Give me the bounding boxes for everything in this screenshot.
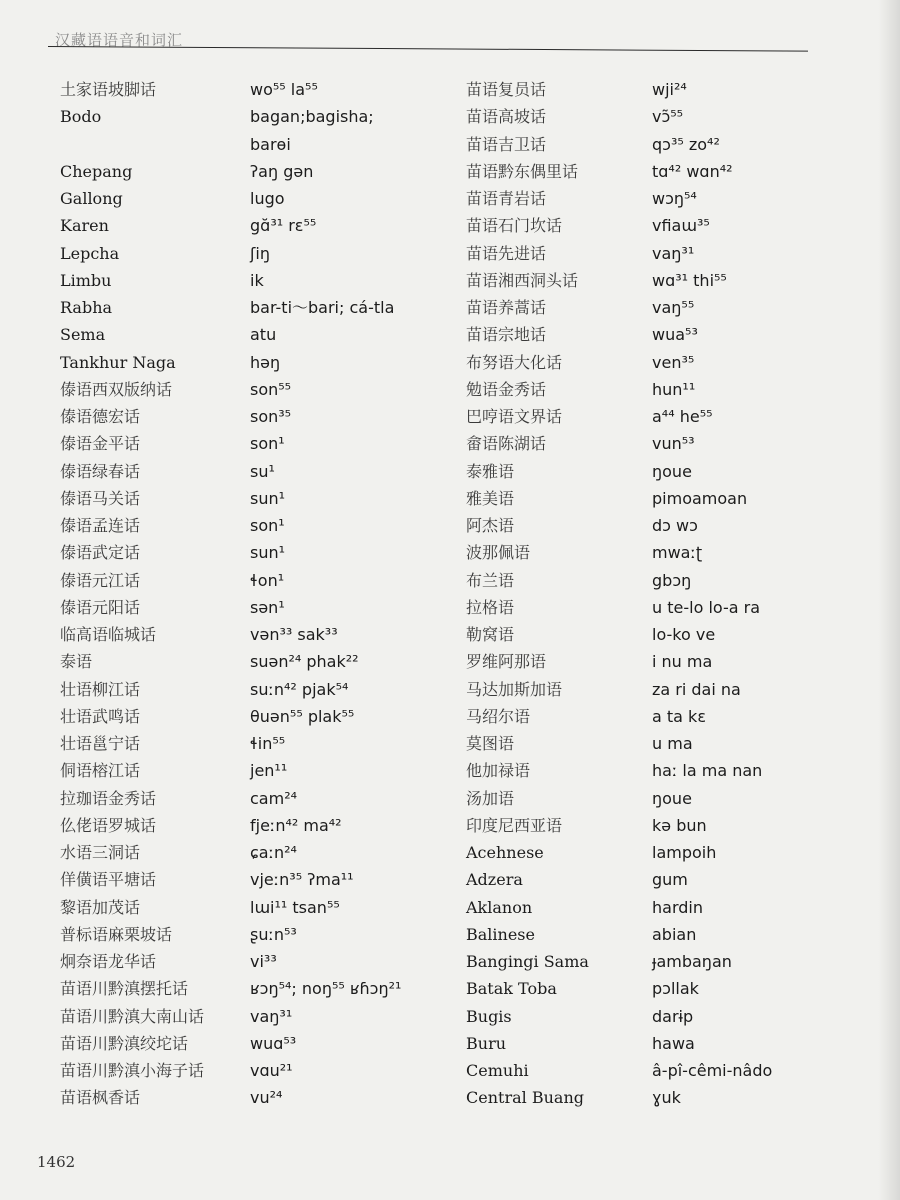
left-word-form: wuɑ⁵³: [250, 1033, 297, 1053]
right-word-form: i nu ma: [652, 652, 713, 672]
right-language-name: Bangingi Sama: [466, 952, 589, 971]
left-word-form: ɕaːn²⁴: [250, 843, 297, 862]
right-word-form: abian: [652, 924, 697, 944]
page-edge-shadow: [878, 0, 900, 1200]
right-language-name: 畲语陈湖话: [466, 434, 547, 454]
left-word-form: ʂuːn⁵³: [250, 924, 297, 944]
right-language-name: Aklanon: [466, 897, 533, 917]
left-form-column: [250, 76, 401, 1112]
right-language-name: Balinese: [466, 924, 535, 944]
left-language-name: [60, 131, 204, 158]
left-word-form: vaŋ³¹: [250, 1006, 293, 1026]
left-language-name: 泰语: [60, 652, 93, 672]
right-word-form: vun⁵³: [652, 434, 695, 454]
left-language-name: 壮语武鸣话: [60, 706, 141, 726]
left-word-form: son¹: [250, 434, 285, 454]
left-language-name: 傣语马关话: [60, 488, 141, 508]
left-word-form: θuən⁵⁵ plak⁵⁵: [250, 706, 355, 726]
left-word-form: son¹: [250, 516, 285, 535]
right-language-name: Batak Toba: [466, 979, 557, 999]
left-word-form: ʃiŋ: [250, 243, 270, 263]
left-word-form: sun¹: [250, 543, 286, 563]
right-word-form: wɑ³¹ thi⁵⁵: [652, 270, 727, 290]
page-number: 1462: [37, 1153, 76, 1171]
left-language-name: 黎语加茂话: [60, 897, 141, 917]
right-language-name: 苗语吉卫话: [466, 134, 547, 154]
left-word-form: su¹: [250, 461, 275, 481]
running-title: 汉藏语语音和词汇: [55, 31, 184, 49]
right-language-name: Acehnese: [466, 843, 544, 862]
right-word-form: hardin: [652, 897, 703, 917]
right-word-form: u ma: [652, 734, 693, 753]
left-word-form: atu: [250, 325, 277, 345]
right-word-form: a⁴⁴ he⁵⁵: [652, 407, 713, 426]
left-word-form: fjeːn⁴² ma⁴²: [250, 815, 342, 835]
right-word-form: vaŋ⁵⁵: [652, 298, 695, 317]
left-language-name: Tankhur Naga: [60, 352, 176, 372]
right-language-name: 苗语黔东偶里话: [466, 161, 579, 181]
right-word-form: a ta kɛ: [652, 706, 706, 726]
right-word-form: gbɔŋ: [652, 570, 692, 590]
right-language-column: [466, 76, 589, 1112]
right-word-form: lampoih: [652, 843, 717, 862]
left-language-name: Karen: [60, 216, 109, 236]
right-form-column: [652, 76, 772, 1112]
right-language-name: 苗语宗地话: [466, 325, 547, 345]
left-language-name: 土家语坡脚话: [60, 80, 157, 99]
left-language-name: 傣语绿春话: [60, 461, 141, 481]
right-word-form: gum: [652, 870, 688, 890]
right-word-form: â-pî-cêmi-nâdo: [652, 1061, 773, 1080]
right-language-name: 泰雅语: [466, 461, 515, 481]
left-word-form: wo⁵⁵ la⁵⁵: [250, 80, 318, 99]
left-language-name: Bodo: [60, 107, 102, 127]
right-word-form: u te-lo lo-a ra: [652, 597, 761, 617]
right-word-form: pɔllak: [652, 979, 699, 999]
left-language-name: 仫佬语罗城话: [60, 815, 157, 835]
left-word-form: son³⁵: [250, 407, 292, 426]
right-word-form: vɔ̃⁵⁵: [652, 107, 684, 127]
right-word-form: tɑ⁴² wɑn⁴²: [652, 161, 733, 181]
right-language-name: 雅美语: [466, 488, 515, 508]
left-language-name: 佯僙语平塘话: [60, 870, 157, 890]
left-language-column: [60, 76, 204, 1112]
left-word-form: ɬin⁵⁵: [250, 734, 286, 753]
right-language-name: Cemuhi: [466, 1061, 529, 1080]
right-language-name: 汤加语: [466, 788, 515, 808]
right-language-name: 苗语先进话: [466, 243, 547, 263]
right-language-name: 布努语大化话: [466, 352, 563, 372]
right-language-name: 苗语青岩话: [466, 189, 547, 208]
left-language-name: 傣语元阳话: [60, 597, 141, 617]
left-word-form: jen¹¹: [250, 761, 288, 781]
left-language-name: 拉珈语金秀话: [60, 788, 157, 808]
right-language-name: 他加禄语: [466, 761, 531, 781]
right-language-name: 勉语金秀话: [466, 379, 547, 399]
right-word-form: kə bun: [652, 815, 707, 835]
left-word-form: suən²⁴ phak²²: [250, 652, 359, 672]
left-word-form: sun¹: [250, 488, 286, 508]
left-word-form: həŋ: [250, 352, 281, 372]
right-language-name: 苗语复员话: [466, 80, 547, 99]
left-language-name: 傣语武定话: [60, 543, 141, 563]
right-language-name: 苗语石门坎话: [466, 216, 563, 236]
left-word-form: lɯi¹¹ tsan⁵⁵: [250, 897, 340, 917]
left-language-name: 傣语金平话: [60, 434, 141, 454]
left-word-form: ʔaŋ gən: [250, 161, 314, 181]
right-language-name: 印度尼西亚语: [466, 815, 563, 835]
right-language-name: 布兰语: [466, 570, 515, 590]
left-language-name: 炯奈语龙华话: [60, 952, 157, 971]
right-language-name: 苗语高坡话: [466, 107, 547, 127]
left-language-name: 侗语榕江话: [60, 761, 141, 781]
right-word-form: wɔŋ⁵⁴: [652, 189, 697, 208]
right-word-form: ŋoue: [652, 461, 692, 481]
right-word-form: ɟambaŋan: [652, 952, 732, 971]
right-language-name: 罗维阿那语: [466, 652, 547, 672]
right-language-name: 苗语湘西洞头话: [466, 270, 579, 290]
left-language-name: 苗语川黔滇大南山话: [60, 1006, 205, 1026]
right-language-name: 波那佩语: [466, 543, 531, 563]
left-language-name: Limbu: [60, 270, 112, 290]
left-language-name: Gallong: [60, 189, 123, 208]
right-language-name: 巴哼语文界话: [466, 407, 563, 426]
left-word-form: vu²⁴: [250, 1088, 283, 1108]
left-language-name: 水语三洞话: [60, 843, 141, 862]
left-language-name: Chepang: [60, 161, 133, 181]
left-language-name: Lepcha: [60, 243, 120, 263]
right-word-form: mwaːʈ: [652, 543, 703, 563]
left-language-name: Sema: [60, 325, 106, 345]
left-language-name: 壮语邕宁话: [60, 734, 141, 753]
left-word-form: vjeːn³⁵ ʔma¹¹: [250, 870, 354, 890]
right-word-form: hawa: [652, 1033, 695, 1053]
left-language-name: 苗语川黔滇小海子话: [60, 1061, 205, 1080]
left-language-name: 苗语川黔滇绞坨话: [60, 1033, 189, 1053]
right-language-name: 拉格语: [466, 597, 515, 617]
left-word-form: suːn⁴² pjak⁵⁴: [250, 679, 349, 699]
right-word-form: ŋoue: [652, 788, 692, 808]
left-word-form: barɵi: [250, 134, 291, 154]
right-language-name: Central Buang: [466, 1088, 584, 1108]
right-word-form: vfiaɯ³⁵: [652, 216, 710, 236]
right-word-form: hun¹¹: [652, 379, 696, 399]
left-word-form: lugo: [250, 189, 285, 208]
right-language-name: Buru: [466, 1033, 507, 1053]
right-language-name: 勒窝语: [466, 625, 515, 644]
right-word-form: pimoamoan: [652, 488, 748, 508]
right-word-form: ven³⁵: [652, 352, 695, 372]
left-language-name: 壮语柳江话: [60, 679, 141, 699]
right-word-form: qɔ³⁵ zo⁴²: [652, 134, 720, 154]
right-language-name: Adzera: [466, 870, 523, 890]
left-word-form: ʁɔŋ⁵⁴; noŋ⁵⁵ ʁɦɔŋ²¹: [250, 979, 402, 999]
right-word-form: ɣuk: [652, 1088, 681, 1108]
right-word-form: za ri dai na: [652, 679, 741, 699]
left-word-form: bar-ti～bari; cá-tla: [250, 298, 395, 317]
left-language-name: 傣语德宏话: [60, 407, 141, 426]
left-word-form: bagan;bagisha;: [250, 107, 374, 127]
right-word-form: darɨp: [652, 1006, 694, 1026]
left-word-form: cam²⁴: [250, 788, 298, 808]
left-language-name: 傣语元江话: [60, 570, 141, 590]
right-language-name: 马绍尔语: [466, 706, 531, 726]
left-language-name: Rabha: [60, 298, 113, 317]
right-language-name: 苗语养蒿话: [466, 298, 547, 317]
left-word-form: gɑ̆³¹ rɛ⁵⁵: [250, 216, 317, 236]
left-language-name: 苗语枫香话: [60, 1088, 141, 1108]
left-language-name: 傣语孟连话: [60, 516, 141, 535]
left-word-form: vi³³: [250, 952, 277, 971]
left-language-name: 临高语临城话: [60, 625, 157, 644]
right-language-name: Bugis: [466, 1006, 512, 1026]
left-word-form: vɑu²¹: [250, 1061, 293, 1080]
left-language-name: 普标语麻栗坡话: [60, 924, 173, 944]
left-language-name: 苗语川黔滇摆托话: [60, 979, 189, 999]
right-language-name: 莫图语: [466, 734, 515, 753]
left-word-form: ik: [250, 270, 264, 290]
left-language-name: 傣语西双版纳话: [60, 379, 173, 399]
right-language-name: 马达加斯加语: [466, 679, 563, 699]
right-word-form: vaŋ³¹: [652, 243, 695, 263]
right-word-form: wua⁵³: [652, 325, 698, 345]
right-word-form: wji²⁴: [652, 80, 687, 99]
right-language-name: 阿杰语: [466, 516, 515, 535]
left-word-form: ɬon¹: [250, 570, 285, 590]
right-word-form: lo-ko ve: [652, 625, 716, 644]
right-word-form: haː la ma nan: [652, 761, 763, 781]
right-word-form: dɔ wɔ: [652, 516, 698, 535]
left-word-form: vən³³ sak³³: [250, 625, 338, 644]
left-word-form: sən¹: [250, 597, 285, 617]
left-word-form: son⁵⁵: [250, 379, 292, 399]
